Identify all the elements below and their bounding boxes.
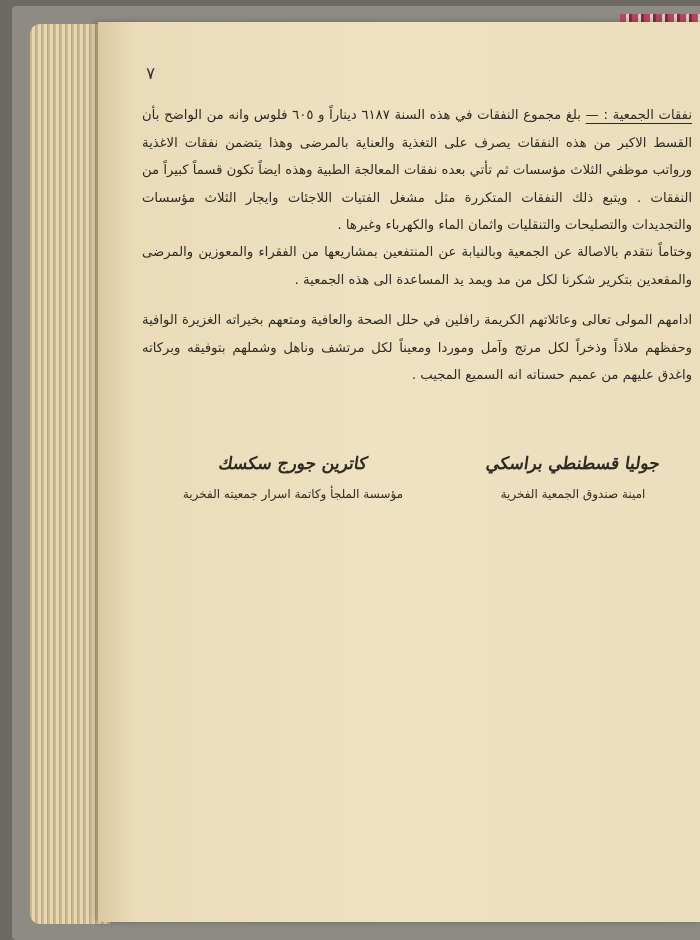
- signature-founder: [168, 450, 418, 504]
- book-page: [98, 22, 700, 922]
- page-number: ٧: [146, 64, 156, 84]
- signature-name: جوليا قسطنطي براسكي: [484, 454, 662, 474]
- paragraph-expenses: [142, 102, 692, 240]
- signature-treasurer: [448, 450, 698, 504]
- signature-title: مؤسسة الملجأ وكاتمة اسرار جمعيته الفخرية: [182, 487, 404, 501]
- paragraph-text: ادامهم المولى تعالى وعائلاتهم الكريمة رافلين في حلل الصحة والعافية ومتعهم بخيراته الغزيرة الوافية وحفظهم ملاذاً وذخراً لكل مرتج وآمل وموردا ومعيناً لكل مرتشف وناهل وشملهم بتوفيقه وبركاته واغدق عليهم من عميم حسناته انه السميع المجيب .: [142, 313, 692, 383]
- paragraph-heading: نفقات الجمعية : —: [585, 108, 692, 123]
- signature-name: كاترين جورج سكسك: [217, 454, 369, 474]
- paragraph-text: بلغ مجموع النفقات في هذه السنة ٦١٨٧ ديناراً و ٦٠٥ فلوس وانه من الواضح بأن القسط الاكبر من هذه النفقات يصرف على التغذية والعناية بالمرضى وهذا يتضمن نفقات الاغذية ورواتب موظفي الثلاث مؤسسات ثم تأتي بعده نفقات المعالجة الطبية وهذه ايضاً تكون قسماً كبيراً من النفقات . ويتبع ذلك النفقات المتكررة مثل مشغل الفتيات اللاجئات وايجار الثلاث مؤسسات والتجديدات والتصليحات والتنقليات واثمان الماء والكهرباء وغيرها .: [142, 108, 692, 233]
- signature-title: امينة صندوق الجمعية الفخرية: [500, 487, 646, 501]
- paragraph-text: وختاماً نتقدم بالاصالة عن الجمعية وبالنيابة عن المنتفعين بمشاريعها من الفقراء والمعوزين والمرضى والمقعدين بتكرير شكرنا لكل من مد ويمد يد المساعدة الى هذه الجمعية .: [142, 245, 692, 288]
- paragraph-thanks: [142, 239, 692, 294]
- paragraph-blessing: [142, 307, 692, 390]
